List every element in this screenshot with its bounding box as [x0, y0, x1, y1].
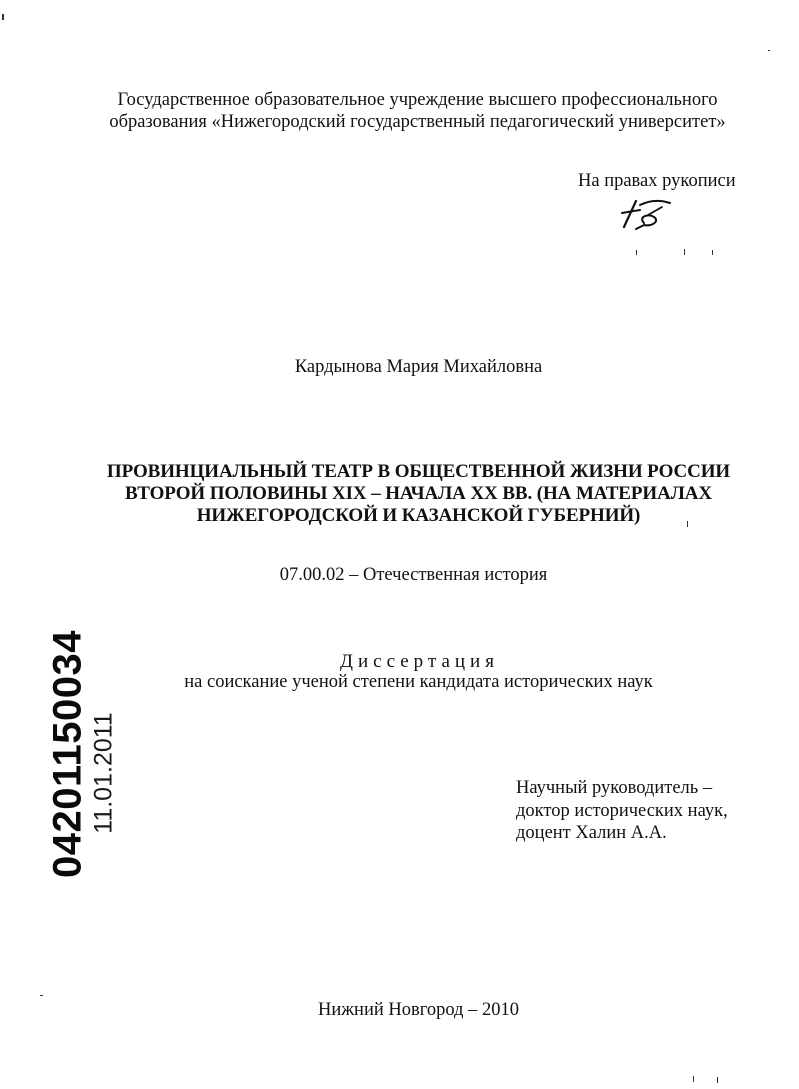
institution-line-1: Государственное образовательное учреждение высшего профессионального [117, 90, 718, 110]
scan-speck [712, 250, 713, 255]
advisor-name: доцент Халин А.А. [516, 823, 667, 843]
scan-speck [717, 1077, 718, 1083]
degree-statement: на соискание ученой степени кандидата исторических наук [184, 672, 653, 692]
signature-mark [618, 193, 678, 233]
library-stamp-date-text: 11.01.2011 [89, 712, 118, 834]
library-stamp-number-text: 04201150034 [45, 630, 90, 878]
advisor-degree: доктор исторических наук, [516, 801, 728, 821]
author-name: Кардынова Мария Михайловна [294, 357, 543, 377]
city-year: Нижний Новгород – 2010 [318, 1000, 519, 1020]
advisor-role: Научный руководитель – [516, 778, 713, 798]
title-line-3: НИЖЕГОРОДСКОЙ И КАЗАНСКОЙ ГУБЕРНИЙ) [196, 505, 641, 526]
scan-speck [636, 250, 637, 255]
scan-speck [40, 995, 43, 996]
scan-speck [2, 14, 4, 20]
institution-line-2: образования «Нижегородский государственный педагогический университет» [109, 112, 726, 132]
title-line-2: ВТОРОЙ ПОЛОВИНЫ XIX – НАЧАЛА XX ВВ. (НА МАТЕРИАЛАХ [124, 483, 712, 504]
scan-speck [687, 521, 688, 527]
specialty-code: 07.00.02 – Отечественная история [279, 565, 548, 585]
document-type: Диссертация [340, 651, 499, 672]
scan-speck [768, 50, 770, 51]
title-line-1: ПРОВИНЦИАЛЬНЫЙ ТЕАТР В ОБЩЕСТВЕННОЙ ЖИЗНИ РОССИИ [106, 461, 731, 482]
scan-speck [684, 249, 685, 255]
scan-speck [693, 1076, 694, 1082]
manuscript-note: На правах рукописи [578, 171, 736, 191]
